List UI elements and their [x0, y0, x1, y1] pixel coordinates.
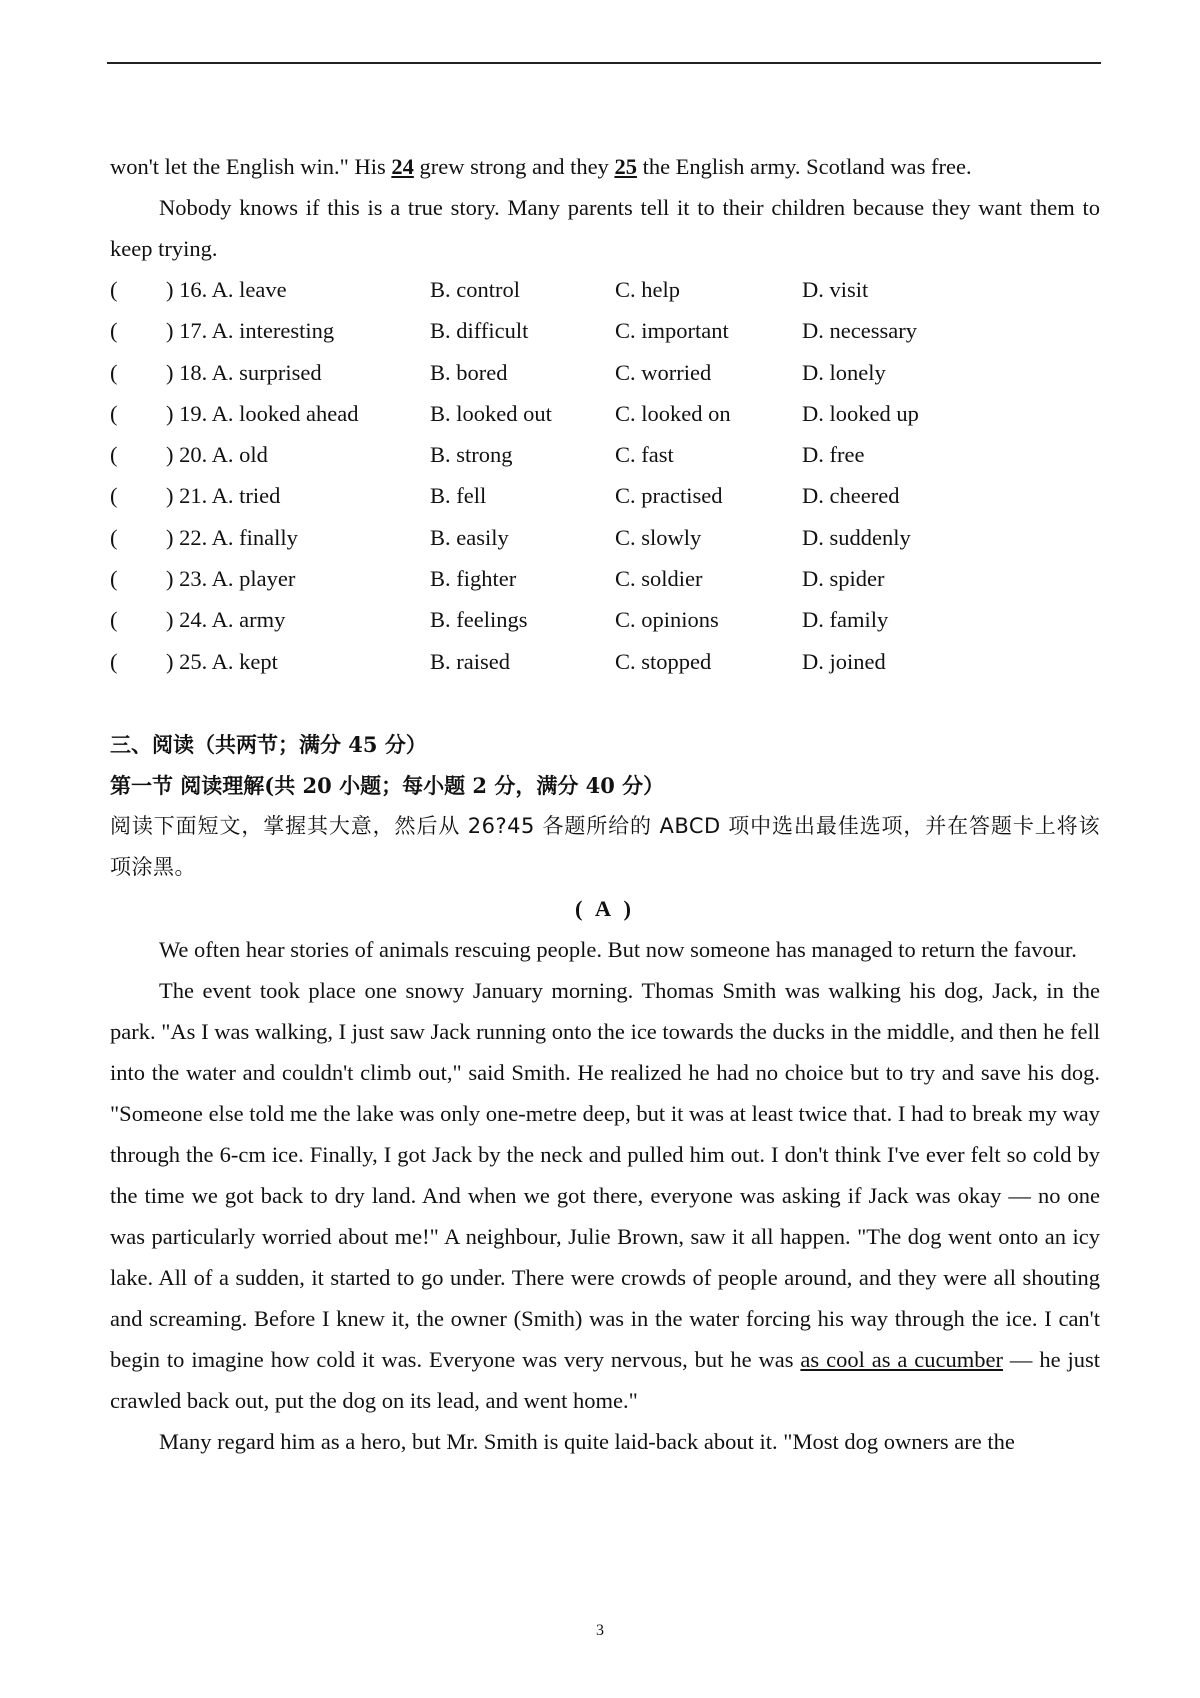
answer-paren: (: [110, 566, 118, 592]
question-row: [110, 558, 1100, 599]
answer-paren: (: [110, 483, 118, 509]
passage-paragraph-2: [110, 970, 1100, 1421]
answer-paren: (: [110, 648, 118, 674]
passage-paragraph-1: We often hear stories of animals rescuing people. But now someone has managed to return the favour.: [159, 936, 1077, 962]
cloze-closing-paragraph: Nobody knows if this is a true story. Many parents tell it to their children because they want them to keep trying.: [110, 195, 1100, 261]
option-c: C. stopped: [615, 648, 712, 674]
cloze-last-line: [110, 146, 1100, 187]
option-b: B. easily: [430, 524, 509, 550]
question-row: [110, 269, 1100, 310]
cloze-text: grew strong and they: [413, 154, 615, 179]
option-d: D. family: [802, 607, 889, 633]
option-a: ) 16. A. leave: [166, 277, 287, 302]
question-row: [110, 641, 1100, 682]
question-row: [110, 434, 1100, 475]
reading-instructions: 阅读下面短文，掌握其大意，然后从 26?45 各题所给的 ABCD 项中选出最佳选项，并在答题卡上将该项涂黑。: [110, 813, 1100, 879]
option-c: C. fast: [615, 442, 674, 468]
option-d: D. joined: [802, 648, 886, 674]
option-b: B. strong: [430, 442, 513, 468]
page-content: [110, 146, 1100, 1462]
question-row: [110, 517, 1100, 558]
option-c: C. practised: [615, 483, 723, 509]
passage-paragraph-3: Many regard him as a hero, but Mr. Smith is quite laid-back about it. "Most dog owners are the: [159, 1428, 1015, 1454]
underlined-phrase: as cool as a cucumber: [800, 1346, 1003, 1372]
header-rule: [107, 62, 1101, 64]
option-c: C. worried: [615, 359, 712, 385]
question-options-list: [110, 269, 1100, 682]
option-d: D. spider: [802, 566, 885, 592]
option-b: B. feelings: [430, 607, 528, 633]
option-d: D. lonely: [802, 359, 886, 385]
blank-24: 24: [391, 154, 414, 179]
question-row: [110, 352, 1100, 393]
answer-paren: (: [110, 277, 118, 302]
option-c: C. help: [615, 277, 680, 302]
option-a: ) 20. A. old: [166, 442, 268, 468]
option-a: ) 19. A. looked ahead: [166, 400, 359, 426]
question-row: [110, 393, 1100, 434]
option-c: C. soldier: [615, 566, 703, 592]
option-b: B. control: [430, 277, 520, 302]
passage-text: The event took place one snowy January morning. Thomas Smith was walking his dog, Jack, in the park. "As I was walking, I just saw Jack running onto the ice towards the ducks in the middle, and then he fell into the water and couldn't climb out," said Smith. He realized he had no choice but to try and save his dog. "Someone else told me the lake was only one-metre deep, but it was at least twice that. I had to break my way through the 6-cm ice. Finally, I got Jack by the neck and pulled him out. I don't think I've ever felt so cold by the time we got back to dry land. And when we got there, everyone was asking if Jack was okay — no one was particularly worried about me!" A neighbour, Julie Brown, saw it all happen. "The dog went onto an icy lake. All of a sudden, it started to go under. There were crowds of people around, and they were all shouting and screaming. Before I knew it, the owner (Smith) was in the water forcing his way through the ice. I can't begin to imagine how cold it was. Everyone was very nervous, but he was: [110, 977, 1100, 1372]
option-b: B. fell: [430, 483, 487, 509]
cloze-text: won't let the English win." His: [110, 154, 392, 179]
option-a: ) 23. A. player: [166, 566, 296, 592]
option-c: C. opinions: [615, 607, 719, 633]
option-a: ) 24. A. army: [166, 607, 286, 633]
section-heading: 三、阅读（共两节；满分 45 分）: [110, 731, 427, 757]
option-b: B. difficult: [430, 318, 529, 344]
blank-25: 25: [614, 154, 637, 179]
answer-paren: (: [110, 442, 118, 468]
answer-paren: (: [110, 400, 118, 426]
option-d: D. suddenly: [802, 524, 911, 550]
option-b: B. bored: [430, 359, 508, 385]
option-c: C. important: [615, 318, 729, 344]
question-row: [110, 599, 1100, 640]
option-a: ) 21. A. tried: [166, 483, 281, 509]
option-c: C. slowly: [615, 524, 702, 550]
passage-text: — he just crawled back out, put the dog on its lead, and went home.": [110, 1346, 1100, 1413]
option-b: B. fighter: [430, 566, 517, 592]
question-row: [110, 475, 1100, 516]
option-d: D. necessary: [802, 318, 917, 344]
answer-paren: (: [110, 359, 118, 385]
option-d: D. free: [802, 442, 865, 468]
answer-paren: (: [110, 607, 118, 633]
page-number: 3: [596, 1622, 604, 1639]
answer-paren: (: [110, 318, 118, 344]
option-a: ) 25. A. kept: [166, 648, 278, 674]
option-a: ) 22. A. finally: [166, 524, 298, 550]
option-a: ) 17. A. interesting: [166, 318, 335, 344]
option-b: B. looked out: [430, 400, 552, 426]
cloze-text: the English army. Scotland was free.: [636, 154, 972, 179]
option-c: C. looked on: [615, 400, 731, 426]
option-a: ) 18. A. surprised: [166, 359, 322, 385]
option-d: D. looked up: [802, 400, 919, 426]
question-row: [110, 310, 1100, 351]
answer-paren: (: [110, 524, 118, 550]
option-d: D. cheered: [802, 483, 900, 509]
option-b: B. raised: [430, 648, 510, 674]
option-d: D. visit: [802, 277, 869, 302]
section-subheading: 第一节 阅读理解(共 20 小题；每小题 2 分，满分 40 分）: [110, 772, 665, 798]
passage-label: ( A ): [574, 895, 635, 921]
